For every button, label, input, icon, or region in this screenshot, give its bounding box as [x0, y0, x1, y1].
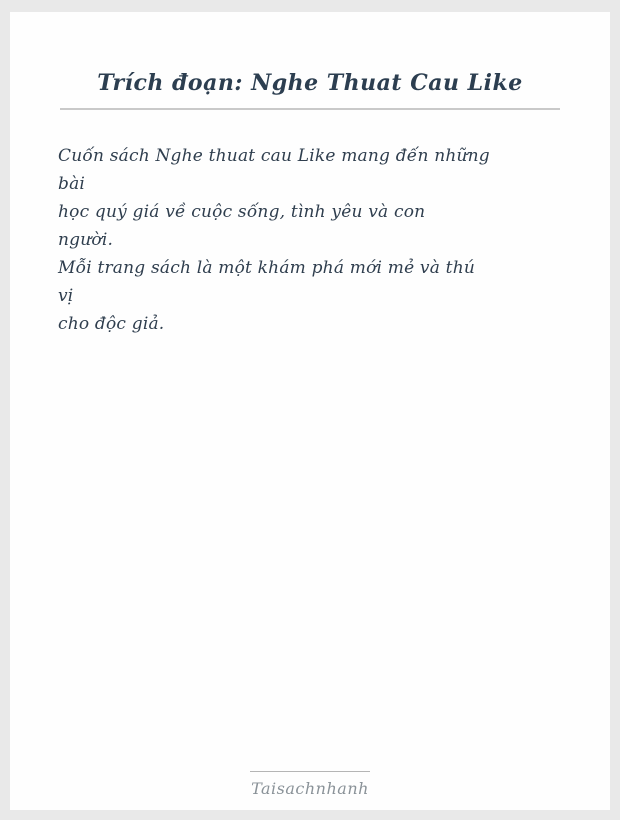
excerpt-line-6: vị: [58, 286, 74, 306]
excerpt-line-4: người.: [58, 230, 114, 250]
footer-divider: [250, 771, 370, 772]
excerpt-line-2: bài: [58, 174, 86, 194]
excerpt-line-7: cho độc giả.: [58, 314, 165, 334]
title-divider: [60, 108, 560, 110]
page-header: [10, 12, 610, 110]
excerpt-body: [10, 142, 610, 338]
footer-brand: Taisachnhanh: [251, 779, 369, 798]
page-title: Trích đoạn: Nghe Thuat Cau Like: [97, 70, 523, 96]
page-footer: [10, 771, 610, 810]
excerpt-line-1: Cuốn sách Nghe thuat cau Like mang đến những: [58, 146, 490, 166]
document-page: [10, 12, 610, 810]
excerpt-line-3: học quý giá về cuộc sống, tình yêu và con: [58, 202, 426, 222]
excerpt-line-5: Mỗi trang sách là một khám phá mới mẻ và thú: [58, 258, 476, 278]
